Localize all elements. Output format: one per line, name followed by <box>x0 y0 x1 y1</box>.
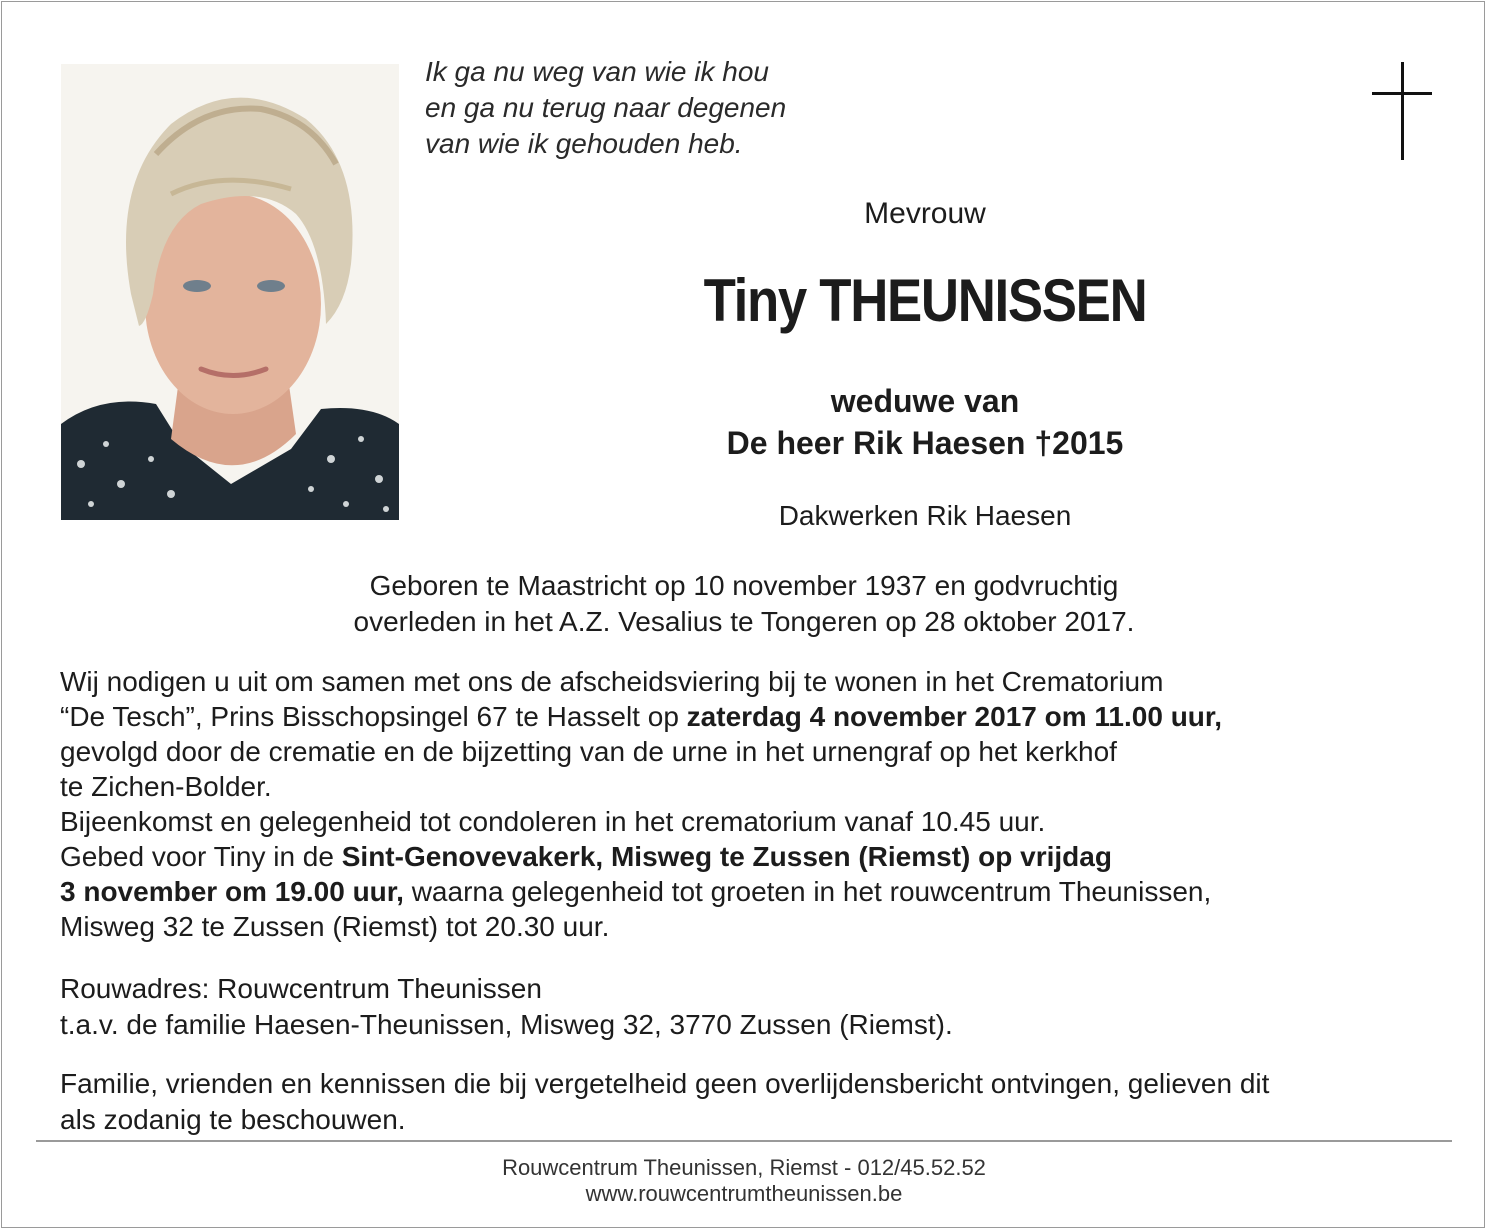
ceremony-date: zaterdag 4 november 2017 om 11.00 uur, <box>686 701 1223 732</box>
footer-divider <box>36 1140 1452 1142</box>
prayer-date: 3 november om 19.00 uur, <box>60 876 404 907</box>
address-line-2: t.a.v. de familie Haesen-Theunissen, Misweg 32, 3770 Zussen (Riemst). <box>60 1009 953 1040</box>
notice-line-1: Familie, vrienden en kennissen die bij vergetelheid geen overlijdensbericht ontvingen, gelieven dit <box>60 1068 1270 1099</box>
spouse-line-2: De heer Rik Haesen †2015 <box>726 425 1124 461</box>
birth-line-2: overleden in het A.Z. Vesalius te Tongeren op 28 oktober 2017. <box>353 606 1135 637</box>
birth-death-info <box>0 568 1488 640</box>
address-line-1: Rouwadres: Rouwcentrum Theunissen <box>60 973 542 1004</box>
mourning-address <box>60 971 953 1043</box>
invitation-line-text: Gebed voor Tiny in de <box>60 841 342 872</box>
invitation-line-text: “De Tesch”, Prins Bisschopsingel 67 te Hasselt op <box>60 701 687 732</box>
footer-website: www.rouwcentrumtheunissen.be <box>585 1181 903 1206</box>
prayer-location: Sint-Genovevakerk, Misweg te Zussen (Riemst) op vrijdag <box>341 841 1112 872</box>
invitation-line-text: waarna gelegenheid tot groeten in het rouwcentrum Theunissen, <box>403 876 1212 907</box>
invitation-line: Bijeenkomst en gelegenheid tot condoleren in het crematorium vanaf 10.45 uur. <box>60 806 1046 837</box>
invitation-line: te Zichen-Bolder. <box>60 771 272 802</box>
birth-line-1: Geboren te Maastricht op 10 november 1937 en godvruchtig <box>369 570 1119 601</box>
poem-line: van wie ik gehouden heb. <box>425 128 743 159</box>
notice-line-2: als zodanig te beschouwen. <box>60 1104 406 1135</box>
business-name: Dakwerken Rik Haesen <box>778 500 1072 531</box>
invitation-line: gevolgd door de crematie en de bijzetting van de urne in het urnengraf op het kerkhof <box>60 736 1117 767</box>
invitation-line <box>60 874 1450 909</box>
poem-line: Ik ga nu weg van wie ik hou <box>425 56 769 87</box>
salutation: Mevrouw <box>864 197 986 230</box>
footer <box>0 1155 1488 1207</box>
cross-icon <box>1372 62 1432 160</box>
deceased-name: Tiny THEUNISSEN <box>703 267 1147 334</box>
spouse-line-1: weduwe van <box>830 383 1020 419</box>
invitation-line <box>60 839 1450 874</box>
invitation-line: Wij nodigen u uit om samen met ons de afscheidsviering bij te wonen in het Crematorium <box>60 666 1164 697</box>
portrait-photo <box>61 64 399 520</box>
invitation-line: Misweg 32 te Zussen (Riemst) tot 20.30 uur. <box>60 911 610 942</box>
invitation-line <box>60 699 1450 734</box>
poem-line: en ga nu terug naar degenen <box>425 92 787 123</box>
family-notice <box>60 1066 1460 1138</box>
invitation-text <box>60 664 1450 944</box>
poem <box>425 54 786 162</box>
footer-contact: Rouwcentrum Theunissen, Riemst - 012/45.52.52 <box>502 1155 986 1180</box>
spouse-info <box>430 380 1420 464</box>
